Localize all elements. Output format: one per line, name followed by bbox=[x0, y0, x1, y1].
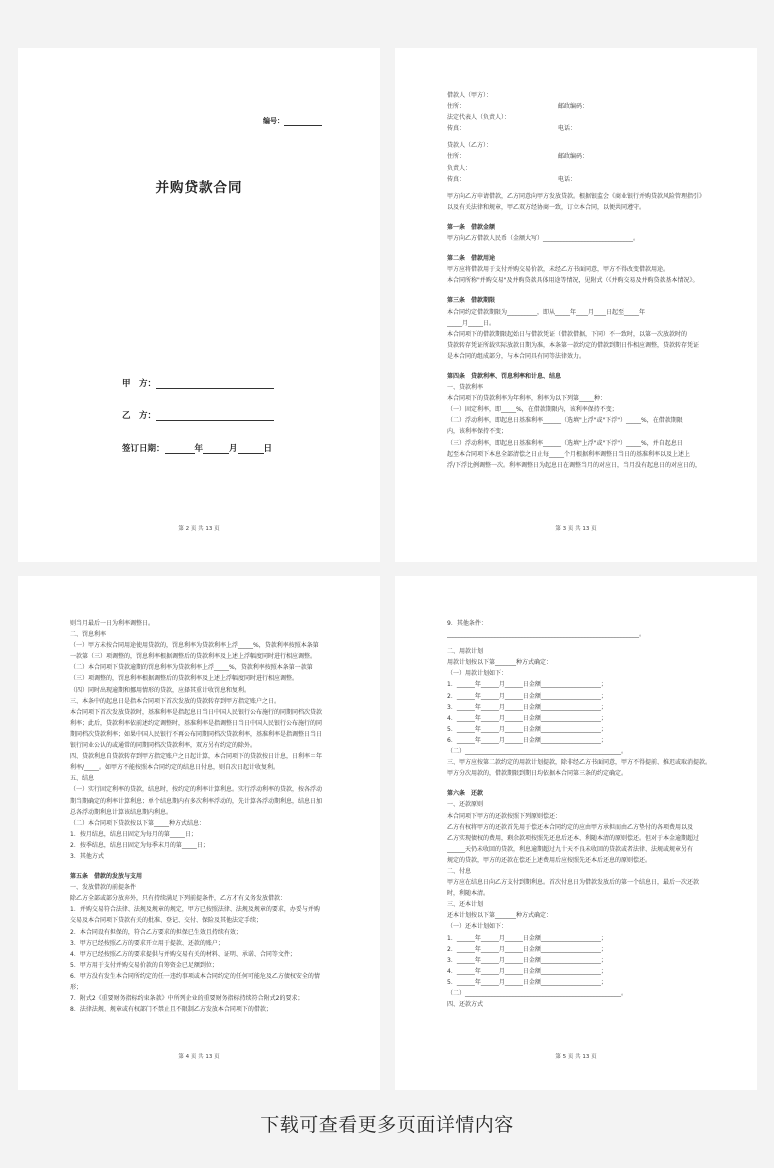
text-line: 乙方有权将甲方的还款首先用于偿还本合同约定的应由甲方承担而由乙方垫付的各项费用以及 bbox=[447, 823, 694, 831]
text-line: 利率；此后，贷款利率依前述约定调整时，基准利率是指调整日当日中国人民银行公布施行的同 bbox=[70, 719, 323, 727]
party-b-blank bbox=[156, 411, 274, 421]
text-line: 甲方分次用款的，借款期限到期日均依据本合同第三条的约定确定。 bbox=[447, 770, 628, 778]
text-line: 5．______年______月______日金额____________________； bbox=[447, 978, 607, 986]
text-line: 住所： 邮政编码： bbox=[447, 153, 589, 161]
text-line: （一）还本计划如下： bbox=[447, 923, 508, 931]
text-line: 本合同项下的借款期限起始日与借款凭证（借款借据，下同）不一致时，以第一次放款时的 bbox=[447, 330, 688, 338]
page-body bbox=[447, 618, 737, 1010]
day-blank bbox=[238, 444, 264, 454]
paragraph-gap bbox=[447, 213, 737, 219]
text-line: 6．______年______月______日金额____________________； bbox=[447, 736, 607, 744]
text-line: 利率/_____。如甲方不能按照本合同约定的结息日付息，则自次日起计收复利。 bbox=[70, 764, 280, 772]
text-line: 5．______年______月______日金额____________________； bbox=[447, 725, 607, 733]
text-line: 总各浮动期利息计算该结息期内利息。 bbox=[70, 808, 173, 816]
text-line: （二）浮动利率，即起息日基准利率______（选填"上浮"或"下浮"）_____%，在借款期限 bbox=[447, 417, 683, 425]
text-line: 以及有关法律和规章，甲乙双方经协商一致，订立本合同，以便共同遵守。 bbox=[447, 203, 646, 211]
text-line: 内，该利率保持不变； bbox=[447, 428, 508, 436]
text-line: _____月_____日。 bbox=[447, 319, 496, 327]
party-a-label: 甲 方： bbox=[122, 379, 157, 389]
text-line: 交易及本合同项下贷款有关的批准、登记、交付、保险及其他法定手续； bbox=[70, 917, 263, 925]
text-line: 期同档次贷款利率；如果中国人民银行不再公布同期同档次贷款利率，基准利率是指调整日当日 bbox=[70, 730, 323, 738]
text-line: 浮/下浮比例调整一次。利率调整日为起息日在调整当月的对应日，当月没有起息日的对应日的， bbox=[447, 461, 702, 469]
text-line: 1．______年______月______日金额____________________； bbox=[447, 681, 607, 689]
text-line: 甲方应将借款用于支付并购交易价款，未经乙方书面同意，甲方不得改变借款用途。 bbox=[447, 266, 670, 274]
contract-number bbox=[263, 116, 322, 126]
text-line: 3．甲方已经按照乙方的要求开立用于提款、还款的账户； bbox=[70, 939, 224, 947]
month-blank bbox=[203, 444, 229, 454]
text-line: 传真： 电话： bbox=[447, 125, 577, 133]
text-line: （三）项调整的，罚息利率根据调整后的贷款利率及上述上浮幅度同时进行相应调整。 bbox=[70, 675, 299, 683]
text-line: （二）____________________________________________________。 bbox=[447, 990, 628, 997]
article-heading: 第六条 还款 bbox=[447, 790, 484, 798]
text-line: 二、付息 bbox=[447, 867, 472, 875]
text-line: 住所： 邮政编码： bbox=[447, 103, 589, 111]
document-page-5 bbox=[395, 576, 757, 1090]
text-line: 4．______年______月______日金额____________________； bbox=[447, 967, 607, 975]
text-line: 1．并购交易符合法律、法规及规章的规定，甲方已按照法律、法规及规章的要求，办妥与并购 bbox=[70, 906, 320, 914]
text-line: 三、本条中的起息日是指本合同项下首次发放的贷款转存到甲方指定账户之日。 bbox=[70, 697, 281, 705]
text-line: 还本计划按以下第_______种方式确定： bbox=[447, 912, 553, 920]
party-a-blank bbox=[156, 379, 274, 389]
text-line: 是本合同的组成部分，与本合同具有同等法律效力。 bbox=[447, 352, 586, 360]
article-heading: 第三条 借款期限 bbox=[447, 297, 496, 305]
text-line: （三）浮动利率，即起息日基准利率______（选填"上浮"或"下浮"）_____%，并自起息日 bbox=[447, 439, 683, 447]
contract-number-label: 编号： bbox=[263, 117, 284, 125]
text-line: （二）____________________________________________________。 bbox=[447, 748, 628, 756]
text-line: 3．______年______月______日金额____________________； bbox=[447, 956, 607, 964]
text-line: 二、罚息利率 bbox=[70, 631, 107, 639]
text-line: 起至本合同项下本息全部清偿之日止每_____个月根据利率调整日当日的基准利率以及上述上 bbox=[447, 450, 691, 458]
text-line: 除乙方全部或部分放弃外，只有持续满足下列前提条件，乙方才有义务发放借款： bbox=[70, 895, 287, 903]
text-line: 7．附式2《重要财务指标约束条款》中所列企业的重要财务指标持续符合附式2的要求； bbox=[70, 995, 304, 1003]
text-line: 三、甲方应按第二款约定的用款计划提款，除非经乙方书面同意，甲方不得提前、推迟或取消提款。 bbox=[447, 759, 712, 767]
text-line: 四、还款方式 bbox=[447, 1001, 484, 1009]
day-label: 日 bbox=[263, 444, 273, 454]
text-line: 乙方实现债权的费用，剩余款项按照先还息后还本、利随本清的原则偿还。但对于本金逾期超过 bbox=[447, 834, 700, 842]
text-line: 规定的贷款，甲方的还款在偿还上述费用后应按照先还本后还息的原则偿还。 bbox=[447, 856, 652, 864]
text-line: 1．按月结息，结息日固定为每月的第_____日； bbox=[70, 830, 197, 838]
text-line: 一、还款原则 bbox=[447, 801, 484, 809]
paragraph-gap bbox=[447, 286, 737, 292]
text-line: 负责人： bbox=[447, 164, 472, 172]
month-label: 月 bbox=[229, 444, 238, 454]
text-line: （一）甲方未按合同用途使用贷款的，罚息利率为贷款利率上浮_____%，贷款利率按照本条第 bbox=[70, 642, 319, 650]
text-line: 二、用款计划 bbox=[447, 648, 484, 656]
text-line: 8．法律法规、规章或有权部门不禁止且不限制乙方发放本合同项下的借款； bbox=[70, 1006, 272, 1014]
text-line: 9．其他条件： bbox=[447, 620, 487, 627]
text-line: 6．甲方没有发生本合同所约定的任一违约事项或本合同约定的任何可能危及乙方债权安全的情 bbox=[70, 972, 320, 980]
text-line: 一、发放借款的前提条件 bbox=[70, 884, 137, 892]
text-line: 五、结息 bbox=[70, 775, 95, 783]
article-heading: 第二条 借款用途 bbox=[447, 255, 496, 263]
page-footer: 第 3 页 共 13 页 bbox=[555, 526, 597, 532]
signing-date-line bbox=[122, 442, 272, 454]
text-line: 2．______年______月______日金额____________________； bbox=[447, 945, 607, 953]
text-line: 2．本合同设有担保的，符合乙方要求的担保已生效且持续有效； bbox=[70, 928, 242, 936]
party-a-line bbox=[122, 377, 274, 389]
party-b-label: 乙 方： bbox=[122, 411, 157, 421]
text-line: 本合同所称"并购交易"及并购贷款具体用途等情况，见附式（《并购交易及并购贷款基本情况》。 bbox=[447, 277, 699, 285]
signing-date-label: 签订日期： bbox=[122, 444, 165, 454]
text-line: 银行同业公认的或通常的同期同档次贷款利率，双方另有约定的除外。 bbox=[70, 742, 257, 750]
text-line: 四、贷款利息自贷款转存到甲方指定账户之日起计算，本合同项下的贷款按日计息，日利率＝年 bbox=[70, 753, 323, 761]
text-line: （一）固定利率，即_____%，在借款期限内，该利率保持不变； bbox=[447, 406, 618, 414]
article-heading: 第一条 借款金额 bbox=[447, 223, 496, 231]
text-line: 4．______年______月______日金额____________________； bbox=[447, 714, 607, 722]
text-line: 借款人（甲方）： bbox=[447, 92, 493, 99]
text-line: （一）用款计划如下： bbox=[447, 670, 508, 678]
document-page-4 bbox=[18, 576, 380, 1090]
text-line: 则当月最后一日为利率调整日。 bbox=[70, 620, 155, 627]
text-line: 本合同约定借款期限为__________，即从_____年____月____日起至_____年 bbox=[447, 308, 646, 316]
paragraph-gap bbox=[447, 779, 737, 785]
text-line: 本合同项下甲方的还款按照下列原则偿还： bbox=[447, 812, 562, 820]
text-line: 2．______年______月______日金额____________________； bbox=[447, 692, 607, 700]
text-line: 期当期确定的利率计算利息；单个结息期内有多次利率浮动的，先计算各浮动期利息，结息日加 bbox=[70, 797, 323, 805]
text-line: 贷款人（乙方）： bbox=[447, 142, 493, 150]
contract-title: 并购贷款合同 bbox=[155, 180, 243, 196]
text-line: 3．______年______月______日金额____________________； bbox=[447, 703, 607, 711]
article-heading: 第四条 贷款利率、罚息利率和计息、结息 bbox=[447, 372, 562, 380]
text-line: （二）本合同项下贷款逾期的罚息利率为贷款利率上浮_____%，贷款利率按照本条第一款第 bbox=[70, 664, 313, 672]
year-label: 年 bbox=[194, 444, 204, 454]
text-line: 2．按季结息，结息日固定为每季末月的第_____日； bbox=[70, 841, 209, 849]
page-footer: 第 2 页 共 13 页 bbox=[178, 526, 220, 532]
text-line: 用款计划按以下第_______种方式确定： bbox=[447, 659, 553, 667]
contract-number-blank bbox=[284, 125, 322, 126]
text-line: （二）本合同项下贷款按以下第_____种方式结息： bbox=[70, 819, 206, 827]
text-line: 本合同项下首次发放贷款时，基准利率是指起息日当日中国人民银行公布施行的同期同档次贷款 bbox=[70, 708, 323, 716]
text-line: ________________________________________________________________。 bbox=[447, 631, 646, 639]
text-line: （四）同时出现逾期和挪用情形的贷款，应择其重计收罚息和复利。 bbox=[70, 686, 251, 694]
text-line: 甲方应在结息日向乙方支付到期利息。首次付息日为借款发放后的第一个结息日，最后一次还款 bbox=[447, 879, 700, 887]
document-page-cover bbox=[18, 48, 380, 562]
page-footer: 第 4 页 共 13 页 bbox=[178, 1054, 220, 1060]
paragraph-gap bbox=[70, 862, 360, 868]
text-line: 本合同项下的贷款利率为年利率，利率为以下列第_____种： bbox=[447, 395, 607, 403]
text-line: 3．其他方式 bbox=[70, 852, 104, 860]
text-line: （一）实行固定利率的贷款，结息时，按约定的利率计算利息。实行浮动利率的贷款，按各浮动 bbox=[70, 786, 323, 794]
text-line: 甲方向乙方申请借款，乙方同意向甲方发放贷款。根据银监会《商业银行并购贷款风险管理指引》 bbox=[447, 192, 706, 200]
year-blank bbox=[165, 444, 195, 454]
text-line: 1．______年______月______日金额____________________； bbox=[447, 934, 607, 942]
paragraph-gap bbox=[447, 362, 737, 368]
text-line: 贷款转存凭证所载实际放款日期为准，本条第一款约定的借款到期日作相应调整，贷款转存凭证 bbox=[447, 341, 700, 349]
text-line: 一、贷款利率 bbox=[447, 384, 484, 392]
download-caption: 下载可查看更多页面详情内容 bbox=[260, 1114, 514, 1136]
text-line: 三、还本计划 bbox=[447, 901, 484, 909]
page-body bbox=[447, 90, 737, 471]
party-b-line bbox=[122, 409, 274, 421]
document-page-3 bbox=[395, 48, 757, 562]
text-line: 一款第（三）项调整的，罚息利率根据调整后的贷款利率及上述上浮幅度同时进行相应调整。 bbox=[70, 653, 317, 661]
text-line: 5．甲方用于支付并购交易价款的自筹资金已足额到位； bbox=[70, 961, 218, 969]
page-body bbox=[70, 618, 360, 1015]
article-heading: 第五条 借款的发放与支用 bbox=[70, 873, 143, 881]
text-line: 形； bbox=[70, 984, 83, 991]
paragraph-gap bbox=[447, 244, 737, 250]
text-line: 4．甲方已经按照乙方的要求提供与并购交易有关的材料、证明、承诺、合同等文件； bbox=[70, 950, 296, 958]
text-line: 甲方向乙方借款人民币（金额大写）______________________________。 bbox=[447, 235, 640, 243]
text-line: 时，利随本清。 bbox=[447, 890, 490, 898]
page-footer: 第 5 页 共 13 页 bbox=[555, 1054, 597, 1060]
text-line: 法定代表人（负责人）： bbox=[447, 114, 511, 122]
text-line: 传真： 电话： bbox=[447, 175, 577, 183]
text-line: ______天仍未收回的贷款，利息逾期超过九十天不良未收回的贷款或者法律、法规或规章另有 bbox=[447, 845, 694, 853]
